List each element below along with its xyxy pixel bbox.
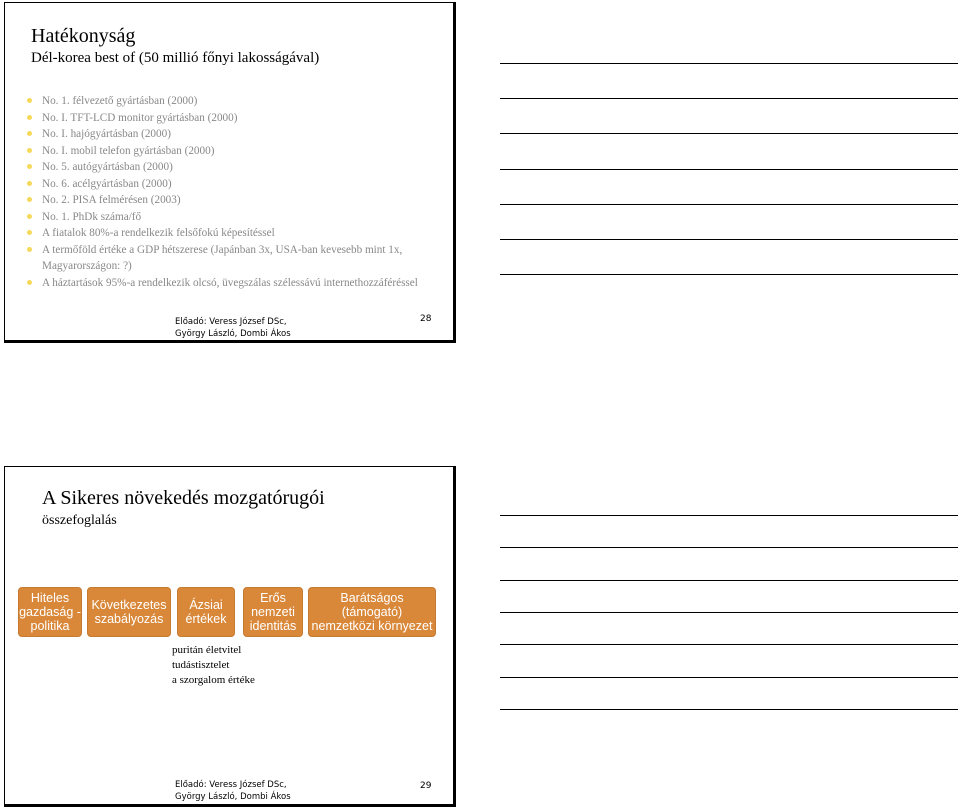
note-line (500, 644, 958, 645)
slide-footer (175, 316, 291, 340)
note-line (500, 133, 958, 134)
slide-subtitle: összefoglalás (42, 513, 117, 528)
slide-28 (4, 2, 456, 343)
bullet-icon (27, 148, 32, 153)
list-item: No. 1. PhDk száma/fő (27, 209, 437, 226)
bullet-icon (27, 181, 32, 186)
note-line (500, 63, 958, 64)
driver-box-environment: Barátságos (támogató) nemzetközi környezet (308, 587, 436, 637)
list-item: a szorgalom értéke (172, 674, 255, 686)
list-item: A fiatalok 80%-a rendelkezik felsőfokú képesítéssel (27, 225, 437, 242)
bullet-icon (27, 115, 32, 120)
note-line (500, 274, 958, 275)
list-item: tudástisztelet (172, 659, 230, 671)
list-item: No. I. mobil telefon gyártásban (2000) (27, 143, 437, 160)
note-line (500, 204, 958, 205)
note-line (500, 515, 958, 516)
bullet-icon (27, 164, 32, 169)
list-item: No. 5. autógyártásban (2000) (27, 159, 437, 176)
list-item: No. 2. PISA felmérésen (2003) (27, 192, 437, 209)
list-item: No. I. hajógyártásban (2000) (27, 126, 437, 143)
list-item: No. 6. acélgyártásban (2000) (27, 176, 437, 193)
bullet-icon (27, 230, 32, 235)
list-item: A termőföld értéke a GDP hétszerese (Japánban 3x, USA-ban kevesebb mint 1x, Magyarországon: ?) (27, 242, 437, 275)
note-line (500, 547, 958, 548)
note-line (500, 612, 958, 613)
bullet-icon (27, 247, 32, 252)
bullet-list (27, 93, 437, 291)
driver-box-regulation: Következetes szabályozás (87, 587, 171, 637)
note-line (500, 169, 958, 170)
note-line (500, 239, 958, 240)
footer-authors: György László, Dombi Ákos (175, 792, 291, 802)
slide-title: A Sikeres növekedés mozgatórugói (42, 487, 325, 509)
note-line (500, 709, 958, 710)
list-item: No. I. TFT-LCD monitor gyártásban (2000) (27, 110, 437, 127)
footer-presenter: Előadó: Veress József DSc, (175, 317, 287, 327)
slide-subtitle: Dél-korea best of (50 millió főnyi lakosságával) (31, 50, 320, 66)
list-item: A háztartások 95%-a rendelkezik olcsó, üvegszálas szélessávú internethozzáféréssel (27, 275, 437, 292)
slide-footer (175, 779, 291, 803)
driver-box-identity: Erős nemzeti identitás (243, 587, 303, 637)
list-item: No. 1. félvezető gyártásban (2000) (27, 93, 437, 110)
footer-authors: György László, Dombi Ákos (175, 329, 291, 339)
note-line (500, 98, 958, 99)
page-number: 28 (420, 314, 432, 324)
bullet-icon (27, 280, 32, 285)
driver-box-policy: Hiteles gazdaság -politika (18, 587, 82, 637)
slide-29 (4, 466, 456, 807)
bullet-icon (27, 131, 32, 136)
note-line (500, 580, 958, 581)
bullet-icon (27, 98, 32, 103)
page-number: 29 (420, 781, 432, 791)
footer-presenter: Előadó: Veress József DSc, (175, 780, 287, 790)
list-item: puritán életvitel (172, 644, 242, 656)
asian-values-list (172, 643, 255, 688)
driver-box-asian-values: Ázsiai értékek (177, 587, 235, 637)
bullet-icon (27, 197, 32, 202)
note-line (500, 677, 958, 678)
slide-title: Hatékonyság (31, 25, 136, 47)
bullet-icon (27, 214, 32, 219)
